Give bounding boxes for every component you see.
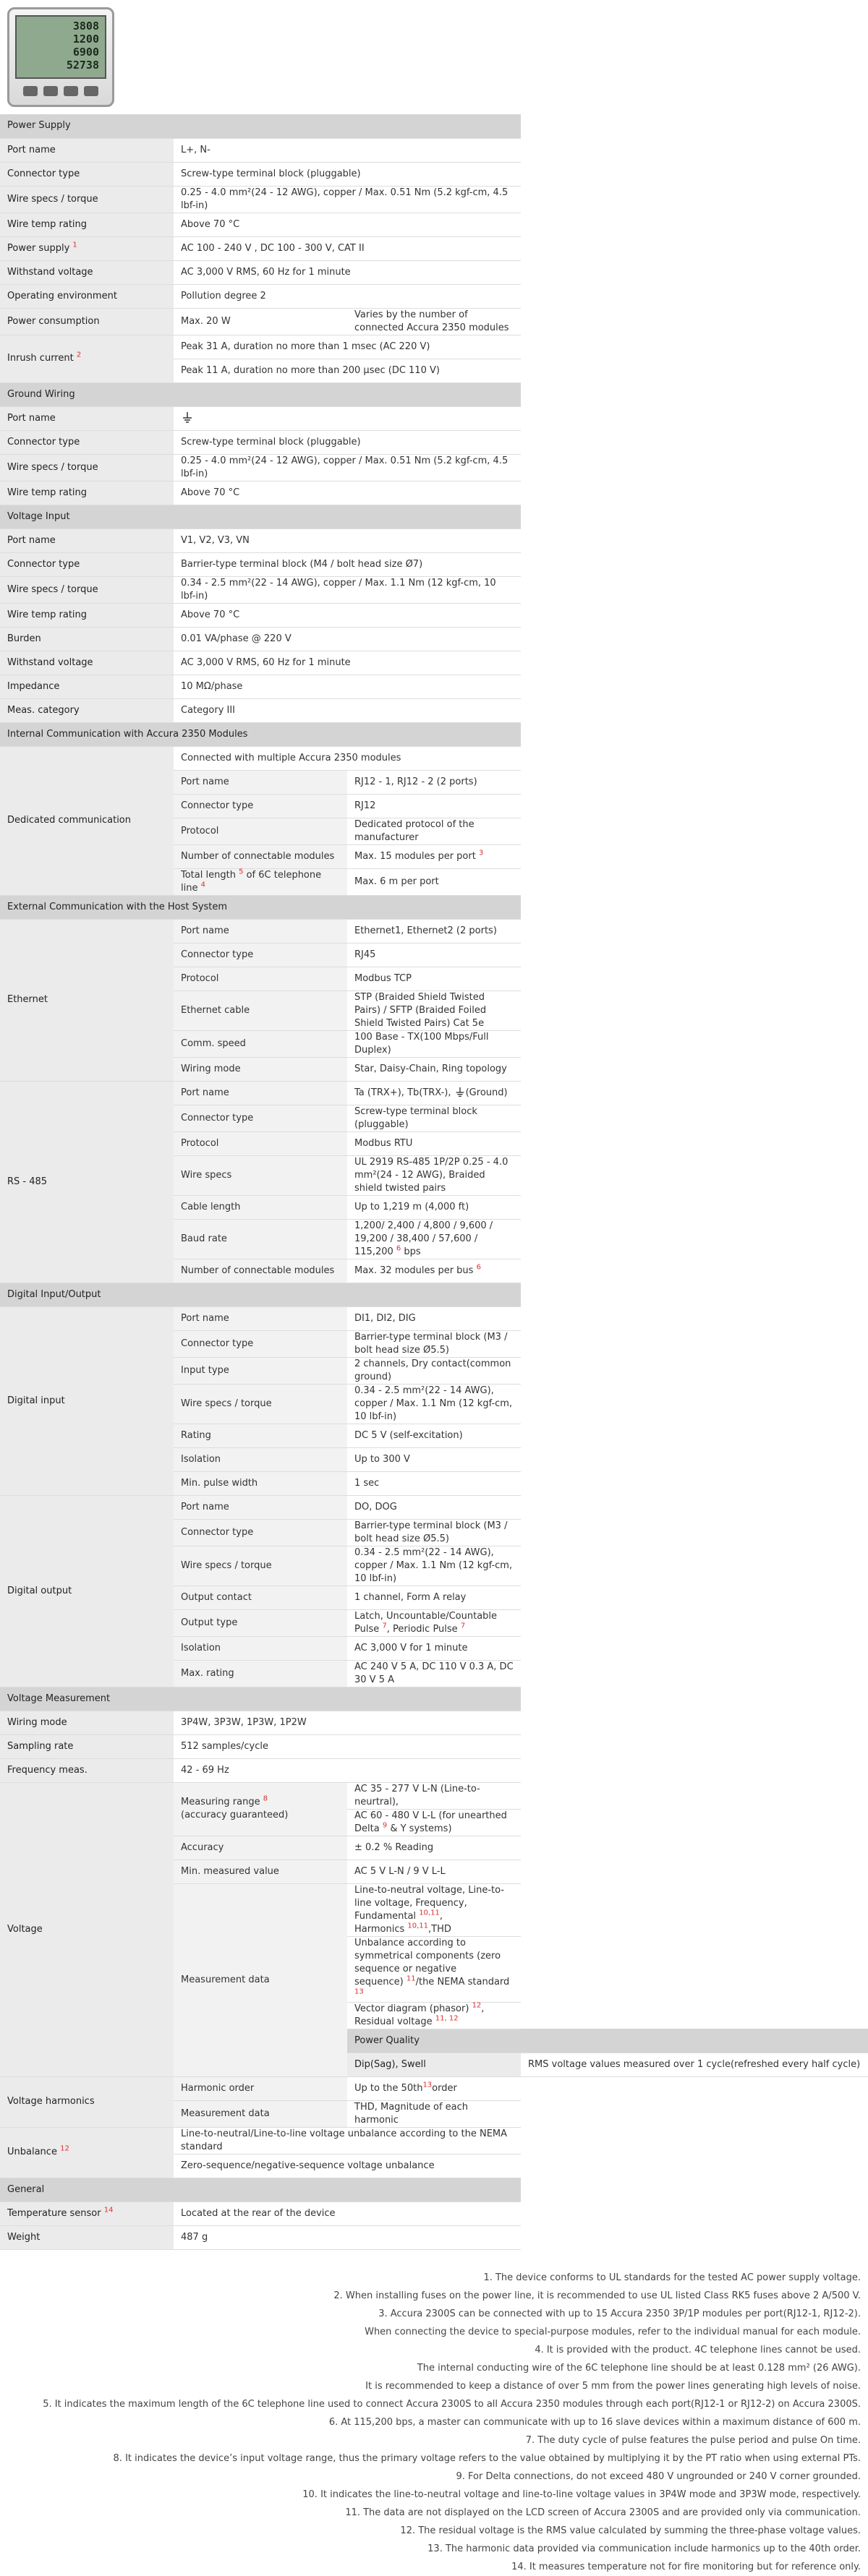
section-title: General <box>0 2178 521 2201</box>
row-label: Ethernet <box>0 919 174 1081</box>
footnote-ref: 7 <box>460 1622 466 1630</box>
row-label: Wire temp rating <box>0 603 174 627</box>
footnote-ref: 13 <box>354 1987 364 1996</box>
section-header-row <box>0 1687 868 1711</box>
row-value: RJ45 <box>347 943 521 967</box>
section-header-row <box>0 382 868 406</box>
table-row <box>0 1782 868 1809</box>
row-value <box>347 1259 521 1283</box>
row-value: Barrier-type terminal block (M3 / bolt head size Ø5.5) <box>347 1330 521 1357</box>
label-text: Inrush current <box>7 353 74 364</box>
section-header-row <box>0 1283 868 1306</box>
section-header-row <box>0 722 868 746</box>
footnote-ref: 6 <box>396 1244 401 1253</box>
footnote: 3. Accura 2300S can be connected with up to 15 Accura 2350 3P/1P modules per port(RJ12-1, RJ12-2). <box>378 2308 861 2319</box>
row-label: Connector type <box>0 430 174 454</box>
row-value: 512 samples/cycle <box>174 1734 521 1758</box>
row-label: Withstand voltage <box>0 260 174 284</box>
footnote: It is recommended to keep a distance of over 5 mm from the power lines generating high levels of noise. <box>365 2380 861 2392</box>
row-label: Withstand voltage <box>0 651 174 675</box>
row-value <box>347 1081 521 1105</box>
footnote: The internal conducting wire of the 6C telephone line should be at least 0.128 mm² (26 AWG). <box>417 2362 861 2374</box>
row-value: 0.01 VA/phase @ 220 V <box>174 627 521 651</box>
row-value: Located at the rear of the device <box>174 2201 521 2225</box>
row-value: Peak 31 A, duration no more than 1 msec (AC 220 V) <box>174 335 521 359</box>
row-value: RMS voltage values measured over 1 cycle(refreshed every half cycle) <box>521 2053 868 2076</box>
footnote: 4. It is provided with the product. 4C telephone lines cannot be used. <box>535 2344 861 2355</box>
table-row <box>0 1734 868 1758</box>
row-value: Line-to-neutral voltage, Line-to-line voltage, Frequency, Fundamental $^{10,11}$, Harmonics $^{10,11}$,THD <box>347 1883 521 1936</box>
row-label: Digital output <box>0 1495 174 1687</box>
row-value: THD, Magnitude of each harmonic <box>347 2100 521 2127</box>
table-row <box>0 529 868 552</box>
row-label: Power consumption <box>0 308 174 335</box>
row-label: Wire specs / torque <box>0 454 174 481</box>
sub-label: Min. measured value <box>174 1860 347 1883</box>
row-label: Wire temp rating <box>0 213 174 236</box>
lcd-line: 6900 <box>72 46 99 59</box>
label-text: (accuracy guaranteed) <box>181 1810 289 1820</box>
footnote: 5. It indicates the maximum length of the 6C telephone line used to connect Accura 2300S to all Accura 2350 modules through each port(RJ12-1 or RJ12-2) on Accura 2300S. <box>43 2398 861 2410</box>
row-label: Port name <box>0 406 174 430</box>
section-title: Power Quality <box>347 2029 868 2053</box>
label-text: Power supply <box>7 242 70 254</box>
row-value: STP (Braided Shield Twisted Pairs) / SFTP (Braided Foiled Shield Twisted Pairs) Cat 5e <box>347 990 521 1030</box>
row-value: Varies by the number of connected Accura 2350 modules <box>347 308 521 335</box>
value-text: Harmonics <box>354 1923 405 1935</box>
row-value <box>347 1936 521 2002</box>
row-value: ± 0.2 % Reading <box>347 1836 521 1860</box>
row-label: Operating environment <box>0 284 174 308</box>
value-text: bps <box>404 1246 421 1257</box>
row-value: Zero-sequence/negative-sequence voltage unbalance <box>174 2154 521 2178</box>
value-text: , Residual voltage <box>354 2003 485 2027</box>
row-value: Line-to-neutral/Line-to-line voltage unbalance according to the NEMA standard <box>174 2127 521 2154</box>
row-value <box>174 406 521 430</box>
row-value: Max. 6 m per port <box>347 868 521 895</box>
row-value: Category III <box>174 698 521 722</box>
row-value: 0.34 - 2.5 mm²(22 - 14 AWG), copper / Max. 1.1 Nm (12 kgf-cm, 10 lbf-in) <box>347 1546 521 1586</box>
sub-label: Output contact <box>174 1586 347 1609</box>
device-key <box>43 86 58 96</box>
row-value <box>347 844 521 868</box>
row-value: 0.34 - 2.5 mm²(22 - 14 AWG), copper / Max. 1.1 Nm (12 kgf-cm, 10 lbf-in) <box>347 1384 521 1424</box>
row-value: Ethernet1, Ethernet2 (2 ports) <box>347 919 521 943</box>
row-value: DC 5 V (self-excitation) <box>347 1424 521 1447</box>
sub-label: Ethernet cable <box>174 990 347 1030</box>
sub-label: Isolation <box>174 1636 347 1660</box>
row-label: Weight <box>0 2225 174 2249</box>
row-value: 0.25 - 4.0 mm²(24 - 12 AWG), copper / Max. 0.51 Nm (5.2 kgf-cm, 4.5 lbf-in) <box>174 186 521 213</box>
table-row <box>0 454 868 481</box>
row-value: 42 - 69 Hz <box>174 1758 521 1782</box>
row-value: Barrier-type terminal block (M3 / bolt head size Ø5.5) <box>347 1519 521 1546</box>
sub-label: Isolation <box>174 1447 347 1471</box>
row-value: V1, V2, V3, VN <box>174 529 521 552</box>
sub-label: Number of connectable modules <box>174 1259 347 1283</box>
row-label: Voltage <box>0 1782 174 2076</box>
device-keys <box>15 86 106 96</box>
footnote: 8. It indicates the device’s input voltage range, thus the primary voltage refers to the value obtained by multiplying it by the PT ratio when using external PTs. <box>113 2452 861 2464</box>
row-value: AC 35 - 277 V L-N (Line-to-neurtral), <box>347 1782 521 1809</box>
footnote-ref: 5 <box>239 868 244 876</box>
sub-label: Connector type <box>174 794 347 818</box>
row-value: Up to 300 V <box>347 1447 521 1471</box>
row-value: 487 g <box>174 2225 521 2249</box>
footnote-ref: 4 <box>200 881 205 889</box>
value-text: Latch, Uncountable/Countable Pulse <box>354 1610 498 1635</box>
row-value: DI1, DI2, DIG <box>347 1306 521 1330</box>
table-row <box>0 651 868 675</box>
table-row <box>0 603 868 627</box>
device-key <box>23 86 38 96</box>
table-row <box>0 284 868 308</box>
label-text: Total length <box>181 869 236 881</box>
table-row <box>0 308 868 335</box>
row-label: Wiring mode <box>0 1711 174 1734</box>
label-text: Unbalance <box>7 2147 57 2157</box>
table-row <box>0 2225 868 2249</box>
sub-label: Comm. speed <box>174 1030 347 1057</box>
value-text: (Ground) <box>465 1087 508 1098</box>
footnote-ref: 11, 12 <box>435 2014 459 2023</box>
footnote-ref: 14 <box>103 2206 114 2215</box>
table-row <box>0 2127 868 2154</box>
row-value: 0.34 - 2.5 mm²(22 - 14 AWG), copper / Max. 1.1 Nm (12 kgf-cm, 10 lbf-in) <box>174 576 521 603</box>
sub-label: Connector type <box>174 1519 347 1546</box>
row-label: Sampling rate <box>0 1734 174 1758</box>
row-label <box>0 2127 174 2178</box>
sub-label: Protocol <box>174 1131 347 1155</box>
row-value <box>347 1609 521 1636</box>
row-label: Burden <box>0 627 174 651</box>
table-row <box>0 430 868 454</box>
footnote-ref: 2 <box>76 351 82 359</box>
sub-label: Connector type <box>174 943 347 967</box>
section-title: Digital Input/Output <box>0 1283 521 1306</box>
table-row <box>0 576 868 603</box>
spec-table <box>0 114 868 2250</box>
value-text: Line-to-neutral voltage, Line-to-line voltage, Frequency, Fundamental <box>354 1884 504 1922</box>
table-row <box>0 1711 868 1734</box>
footnote: 13. The harmonic data provided via communication include harmonics up to the 40th order. <box>427 2543 861 2554</box>
footnote: 10. It indicates the line-to-neutral voltage and line-to-line voltage values in 3P4W mode and 3P3W mode, respectively. <box>302 2489 861 2500</box>
footnote-ref: 13 <box>422 2081 433 2089</box>
row-label: Digital input <box>0 1306 174 1495</box>
sub-label: Number of connectable modules <box>174 844 347 868</box>
row-value: Barrier-type terminal block (M4 / bolt head size Ø7) <box>174 552 521 576</box>
footnote-ref: 10,11 <box>407 1922 429 1930</box>
product-image-area <box>0 0 868 114</box>
row-value: Modbus RTU <box>347 1131 521 1155</box>
row-value: Screw-type terminal block (pluggable) <box>174 430 521 454</box>
table-row <box>0 675 868 698</box>
row-value: Dedicated protocol of the manufacturer <box>347 818 521 844</box>
footnote-ref: 12 <box>60 2144 69 2153</box>
sub-label: Wiring mode <box>174 1057 347 1081</box>
row-value: AC 3,000 V RMS, 60 Hz for 1 minute <box>174 260 521 284</box>
sub-label: Port name <box>174 1306 347 1330</box>
ground-icon <box>181 411 194 424</box>
footnote: 6. At 115,200 bps, a master can communicate with up to 16 slave devices within a maximum distance of 600 m. <box>328 2416 861 2428</box>
row-value: Star, Daisy-Chain, Ring topology <box>347 1057 521 1081</box>
footnote: 11. The data are not displayed on the LCD screen of Accura 2300S and are provided only via communication. <box>345 2507 861 2518</box>
row-value: AC 3,000 V RMS, 60 Hz for 1 minute <box>174 651 521 675</box>
table-row <box>0 406 868 430</box>
value-text: Max. 32 modules per bus <box>354 1265 474 1276</box>
sub-label: Wire specs / torque <box>174 1384 347 1424</box>
section-title: Power Supply <box>0 114 521 138</box>
row-value: Connected with multiple Accura 2350 modules <box>174 746 521 770</box>
value-text: Ta (TRX+), Tb(TRX-), <box>354 1087 451 1098</box>
value-text: Vector diagram (phasor) <box>354 2003 469 2014</box>
value-text: Unbalance according to symmetrical components (zero sequence or negative <box>354 1937 501 1974</box>
table-row <box>0 162 868 186</box>
row-label: Port name <box>0 529 174 552</box>
section-title: Ground Wiring <box>0 382 521 406</box>
row-value: 10 MΩ/phase <box>174 675 521 698</box>
row-label: Wire specs / torque <box>0 576 174 603</box>
sub-label: Harmonic order <box>174 2076 347 2100</box>
table-row <box>0 552 868 576</box>
row-value: 3P4W, 3P3W, 1P3W, 1P2W <box>174 1711 521 1734</box>
row-value: 0.25 - 4.0 mm²(24 - 12 AWG), copper / Max. 0.51 Nm (5.2 kgf-cm, 4.5 lbf-in) <box>174 454 521 481</box>
footnote-ref: 9 <box>382 1821 388 1830</box>
table-row <box>0 260 868 284</box>
footnote-ref: 10,11 <box>419 1909 440 1917</box>
footnote: When connecting the device to special-purpose modules, refer to the individual manual for each module. <box>365 2326 861 2337</box>
sub-label: Port name <box>174 770 347 794</box>
footnotes <box>0 2250 868 2576</box>
sub-label <box>174 868 347 895</box>
row-label: Frequency meas. <box>0 1758 174 1782</box>
row-value: AC 5 V L-N / 9 V L-L <box>347 1860 521 1883</box>
footnote-ref: 6 <box>476 1263 481 1272</box>
value-text: Max. 15 modules per port <box>354 850 476 862</box>
value-text: sequence) <box>354 1976 404 1987</box>
table-row <box>0 138 868 162</box>
row-label: Connector type <box>0 552 174 576</box>
section-title: Voltage Input <box>0 505 521 529</box>
row-value: AC 100 - 240 V , DC 100 - 300 V, CAT II <box>174 236 521 260</box>
row-value: Screw-type terminal block (pluggable) <box>347 1105 521 1131</box>
row-value: Modbus TCP <box>347 967 521 990</box>
sub-label: Measurement data <box>174 1883 347 2076</box>
value-text: 1,200/ 2,400 / 4,800 / 9,600 / 19,200 / 38,400 / 57,600 / 115,200 <box>354 1220 493 1257</box>
device-image <box>7 7 114 107</box>
footnote: 14. It measures temperature not for fire monitoring but for reference only. <box>511 2561 861 2572</box>
label-text: Temperature sensor <box>7 2207 101 2219</box>
footnote: 1. The device conforms to UL standards for the tested AC power supply voltage. <box>483 2272 861 2283</box>
lcd-line: 3808 <box>72 20 99 33</box>
row-label <box>0 236 174 260</box>
value-text: , Periodic Pulse <box>386 1623 458 1635</box>
lcd-line: 52738 <box>66 59 99 72</box>
footnote: 2. When installing fuses on the power line, it is recommended to use UL listed Class RK5 fuses above 2 A/500 V. <box>333 2290 861 2301</box>
row-label: Dedicated communication <box>0 746 174 895</box>
sub-label: Baud rate <box>174 1219 347 1259</box>
table-row <box>0 1306 868 1330</box>
table-row <box>0 335 868 359</box>
row-label: Dip(Sag), Swell <box>347 2053 521 2076</box>
value-text: order <box>432 2082 457 2094</box>
row-label: Voltage harmonics <box>0 2076 174 2127</box>
value-text: Up to the 50th <box>354 2082 423 2094</box>
footnote-ref: 3 <box>478 849 484 857</box>
section-title: Internal Communication with Accura 2350 Modules <box>0 722 521 746</box>
table-row <box>0 746 868 770</box>
sub-label: Wire specs / torque <box>174 1546 347 1586</box>
footnote: 9. For Delta connections, do not exceed 480 V ungrounded or 240 V corner grounded. <box>456 2470 861 2482</box>
table-row <box>0 236 868 260</box>
row-value: RJ12 <box>347 794 521 818</box>
sub-label: Protocol <box>174 818 347 844</box>
label-text: Measuring range <box>181 1797 260 1807</box>
footnote-ref: 11 <box>406 1974 416 1983</box>
footnote: 7. The duty cycle of pulse features the pulse period and pulse On time. <box>525 2434 861 2446</box>
row-value: DO, DOG <box>347 1495 521 1519</box>
sub-label: Input type <box>174 1357 347 1384</box>
row-value: 1 sec <box>347 1471 521 1495</box>
row-label: Port name <box>0 138 174 162</box>
footnote-ref: 8 <box>263 1794 268 1803</box>
device-key <box>84 86 98 96</box>
row-value: Above 70 °C <box>174 213 521 236</box>
row-value: L+, N- <box>174 138 521 162</box>
footnote-ref: 1 <box>72 241 77 249</box>
row-label: Wire specs / torque <box>0 186 174 213</box>
row-value: 100 Base - TX(100 Mbps/Full Duplex) <box>347 1030 521 1057</box>
value-text: ,THD <box>428 1923 451 1935</box>
sub-label: Accuracy <box>174 1836 347 1860</box>
section-title: External Communication with the Host System <box>0 895 521 919</box>
table-row <box>0 1495 868 1519</box>
row-label <box>0 335 174 382</box>
table-row <box>0 186 868 213</box>
label-text: of 6C telephone line <box>181 869 322 894</box>
row-label: Wire temp rating <box>0 481 174 505</box>
row-value <box>347 1809 521 1836</box>
row-value <box>347 2076 521 2100</box>
sub-label: Port name <box>174 1495 347 1519</box>
row-label: Connector type <box>0 162 174 186</box>
footnote-ref: 12 <box>472 2001 482 2010</box>
row-value: 1 channel, Form A relay <box>347 1586 521 1609</box>
lcd-display <box>15 15 106 79</box>
sub-label: Connector type <box>174 1330 347 1357</box>
row-label <box>0 2201 174 2225</box>
row-value: AC 3,000 V for 1 minute <box>347 1636 521 1660</box>
table-row <box>0 2201 868 2225</box>
row-value: Above 70 °C <box>174 603 521 627</box>
device-key <box>64 86 78 96</box>
row-value: 2 channels, Dry contact(common ground) <box>347 1357 521 1384</box>
value-text: AC 60 - 480 V L-L (for unearthed Delta <box>354 1810 507 1834</box>
row-value: Above 70 °C <box>174 481 521 505</box>
sub-label: Wire specs <box>174 1155 347 1195</box>
table-row <box>0 1081 868 1105</box>
row-value: AC 240 V 5 A, DC 110 V 0.3 A, DC 30 V 5 A <box>347 1660 521 1687</box>
row-value: RJ12 - 1, RJ12 - 2 (2 ports) <box>347 770 521 794</box>
row-value <box>347 2002 521 2029</box>
value-text: /the NEMA standard <box>415 1976 510 1987</box>
section-header-row <box>0 505 868 529</box>
sub-label: Cable length <box>174 1195 347 1219</box>
sub-label: Output type <box>174 1609 347 1636</box>
table-row <box>0 1758 868 1782</box>
table-row <box>0 627 868 651</box>
row-value <box>347 1219 521 1259</box>
sub-label: Port name <box>174 919 347 943</box>
table-row <box>0 919 868 943</box>
row-value: Up to 1,219 m (4,000 ft) <box>347 1195 521 1219</box>
row-value: UL 2919 RS-485 1P/2P 0.25 - 4.0 mm²(24 - 12 AWG), Braided shield twisted pairs <box>347 1155 521 1195</box>
ground-icon <box>454 1087 466 1098</box>
row-value: Max. 20 W <box>174 308 347 335</box>
row-label: RS - 485 <box>0 1081 174 1283</box>
row-value: Screw-type terminal block (pluggable) <box>174 162 521 186</box>
sub-label: Protocol <box>174 967 347 990</box>
section-header-row <box>0 114 868 138</box>
section-title: Voltage Measurement <box>0 1687 521 1711</box>
table-row <box>0 481 868 505</box>
sub-label: Port name <box>174 1081 347 1105</box>
sub-label <box>174 1782 347 1836</box>
value-text: & Y systems) <box>390 1823 452 1834</box>
row-value: Pollution degree 2 <box>174 284 521 308</box>
row-value: Peak 11 A, duration no more than 200 µsec (DC 110 V) <box>174 359 521 382</box>
sub-label: Max. rating <box>174 1660 347 1687</box>
table-row <box>0 2076 868 2100</box>
sub-label: Rating <box>174 1424 347 1447</box>
footnote: 12. The residual voltage is the RMS value calculated by summing the three-phase voltage values. <box>400 2525 861 2536</box>
section-header-row <box>0 895 868 919</box>
footnote-ref: 7 <box>382 1622 387 1630</box>
sub-label: Min. pulse width <box>174 1471 347 1495</box>
section-header-row <box>0 2178 868 2201</box>
row-label: Meas. category <box>0 698 174 722</box>
row-label: Impedance <box>0 675 174 698</box>
table-row <box>0 698 868 722</box>
sub-label: Measurement data <box>174 2100 347 2127</box>
lcd-line: 1200 <box>72 33 99 46</box>
sub-label: Connector type <box>174 1105 347 1131</box>
table-row <box>0 213 868 236</box>
